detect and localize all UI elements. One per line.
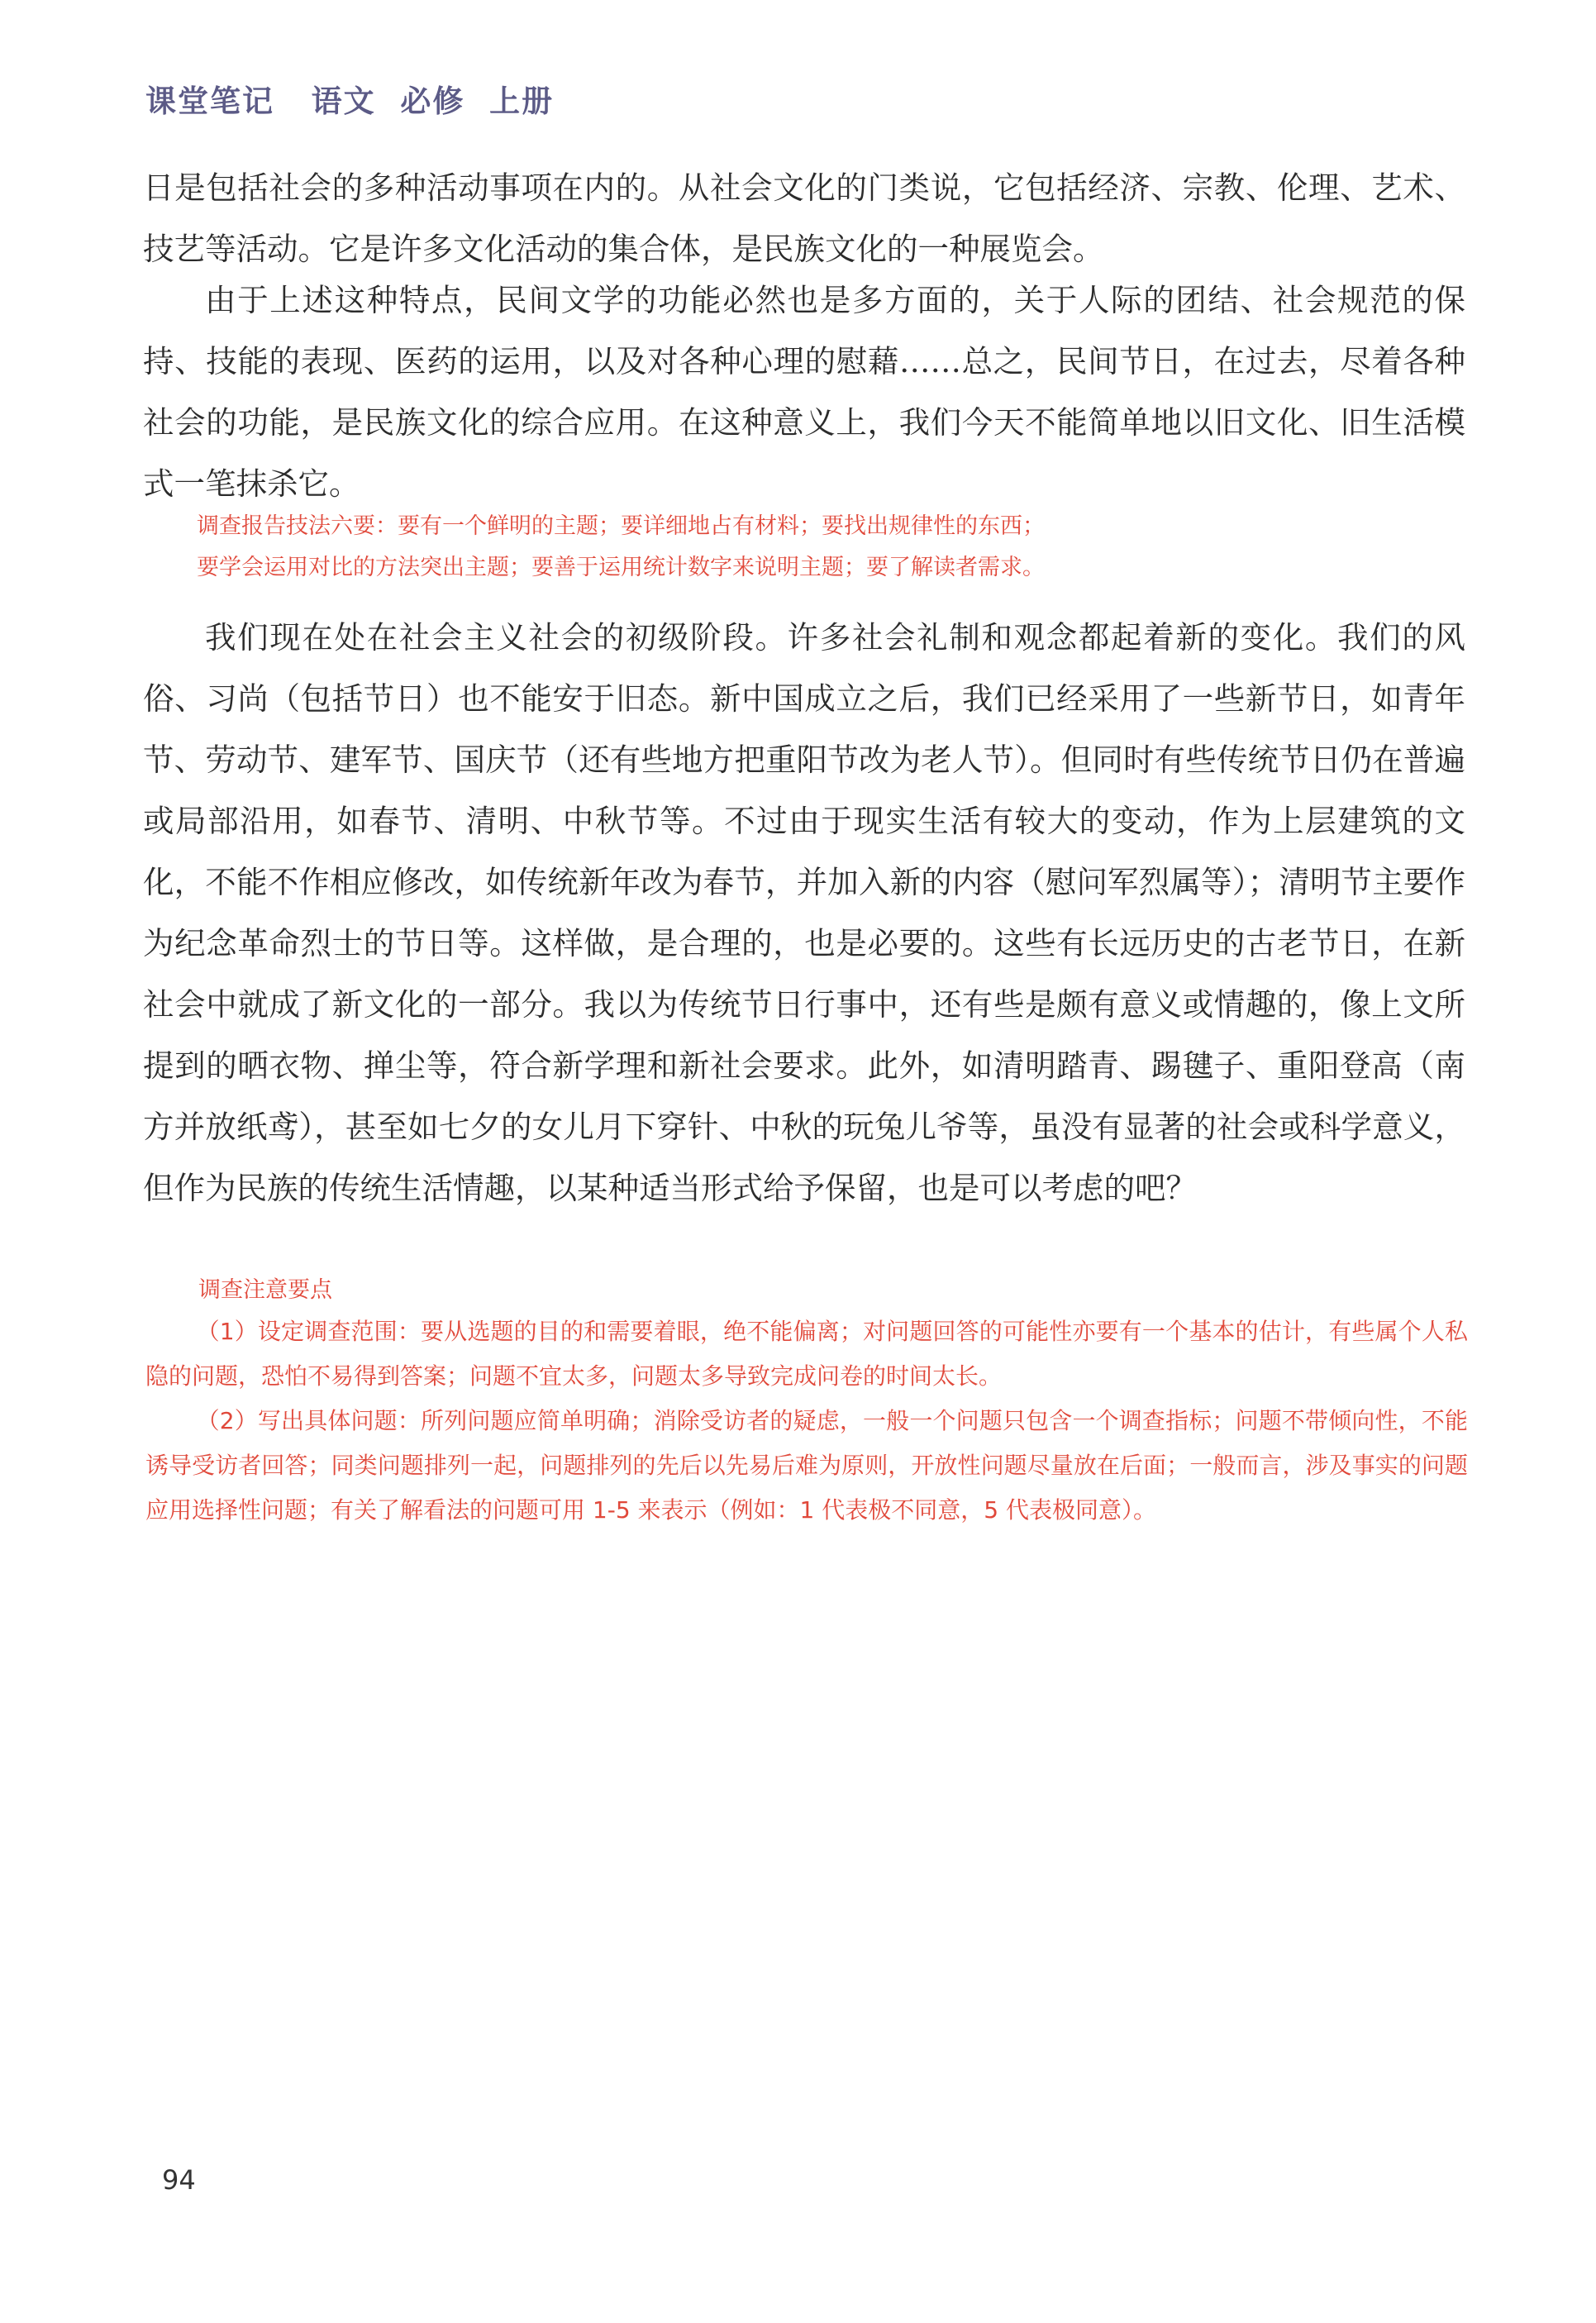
page-number: 94 [162, 2164, 196, 2196]
paragraph-2: 由于上述这种特点，民间文学的功能必然也是多方面的，关于人际的团结、社会规范的保持、技能的表现、医药的运用，以及对各种心理的慰藉……总之，民间节日，在过去，尽着各种社会的功能，是民族文化的综合应用。在这种意义上，我们今天不能简单地以旧文化、旧生活模式一笔抹杀它。 [143, 282, 1465, 502]
paragraph-1: 日是包括社会的多种活动事项在内的。从社会文化的门类说，它包括经济、宗教、伦理、艺术、技艺等活动。它是许多文化活动的集合体，是民族文化的一种展览会。 [143, 169, 1465, 267]
page-header: 课堂笔记 语文 必修 上册 [145, 83, 555, 119]
attention-title: 调查注意要点 [198, 1277, 332, 1303]
paragraph-3: 我们现在处在社会主义社会的初级阶段。许多社会礼制和观念都起着新的变化。我们的风俗、习尚（包括节日）也不能安于旧态。新中国成立之后，我们已经采用了一些新节日，如青年节、劳动节、建军节、国庆节（还有些地方把重阳节改为老人节）。但同时有些传统节日仍在普遍或局部沿用，如春节、清明、中秋节等。不过由于现实生活有较大的变动，作为上层建筑的文化，不能不作相应修改，如传统新年改为春节，并加入新的内容（慰问军烈属等）；清明节主要作为纪念革命烈士的节日等。这样做，是合理的，也是必要的。这些有长远历史的古老节日，在新社会中就成了新文化的一部分。我以为传统节日行事中，还有些是颇有意义或情趣的，像上文所提到的晒衣物、掸尘等，符合新学理和新社会要求。此外，如清明踏青、踢毽子、重阳登高（南方并放纸鸢），甚至如七夕的女儿月下穿针、中秋的玩兔儿爷等，虽没有显著的社会或科学意义，但作为民族的传统生活情趣，以某种适当形式给予保留，也是可以考虑的吧？ [143, 619, 1465, 1206]
attention-item-1: （1）设定调查范围：要从选题的目的和需要着眼，绝不能偏离；对问题回答的可能性亦要有一个基本的估计，有些属个人私隐的问题，恐怕不易得到答案；问题不宜太多，问题太多导致完成问卷的时间太长。 [145, 1318, 1468, 1390]
report-tips-line-1: 调查报告技法六要：要有一个鲜明的主题；要详细地占有材料；要找出规律性的东西； [197, 513, 1045, 539]
attention-item-2: （2）写出具体问题：所列问题应简单明确；消除受访者的疑虑，一般一个问题只包含一个调查指标；问题不带倾向性，不能诱导受访者回答；同类问题排列一起，问题排列的先后以先易后难为原则，开放性问题尽量放在后面；一般而言，涉及事实的问题应用选择性问题；有关了解看法的问题可用 1-5 来表示（例如：1 代表极不同意，5 代表极同意）。 [145, 1407, 1468, 1524]
report-tips-line-2: 要学会运用对比的方法突出主题；要善于运用统计数字来说明主题；要了解读者需求。 [197, 555, 1045, 580]
